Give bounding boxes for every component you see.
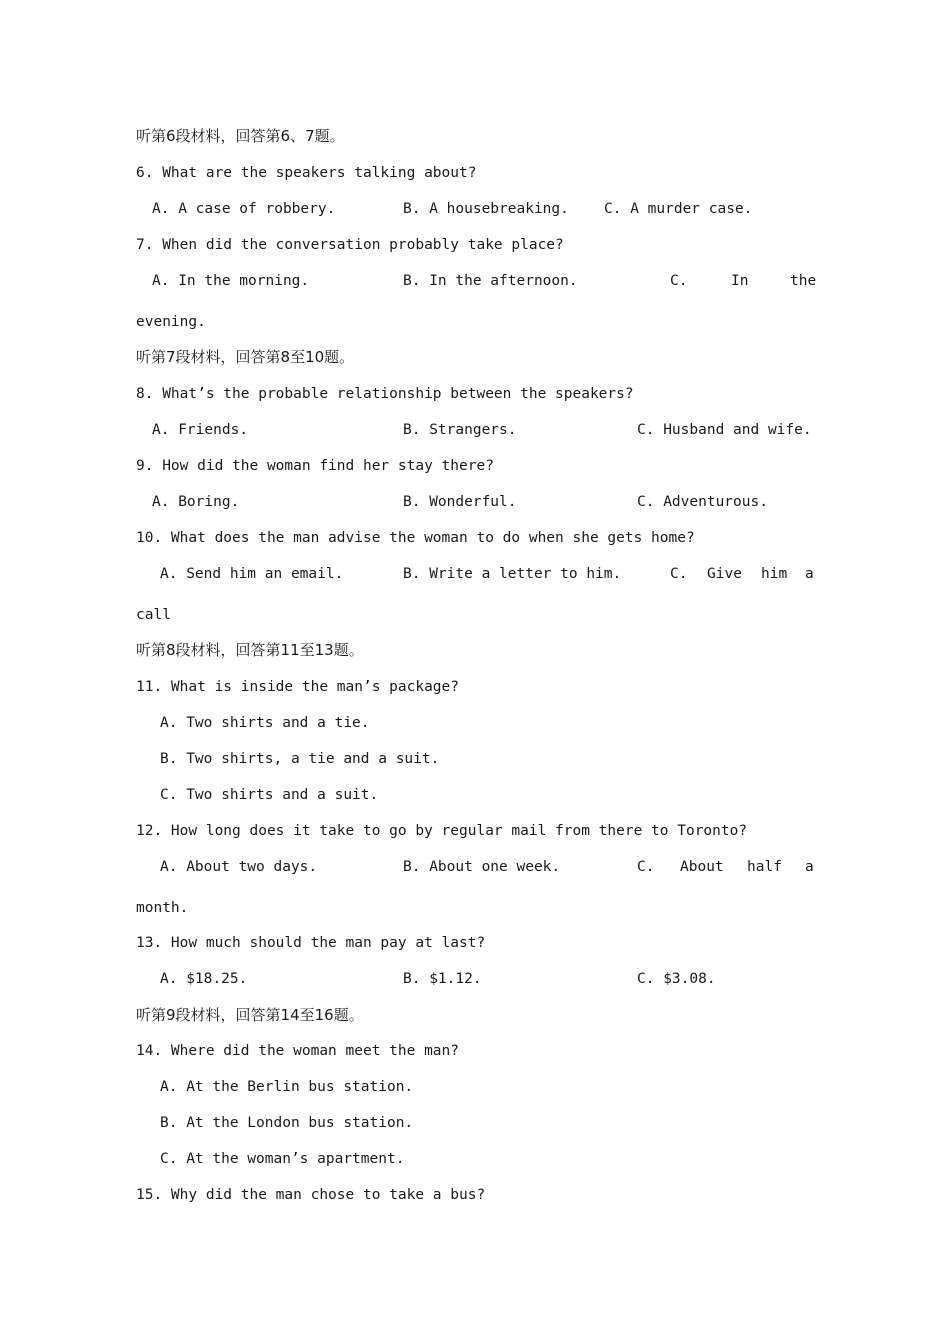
question-14: 14. Where did the woman meet the man? <box>136 1043 460 1059</box>
q12-option-c-word: half <box>747 859 782 875</box>
q9-option-c: C. Adventurous. <box>637 494 768 510</box>
q9-option-a: A. Boring. <box>152 494 240 510</box>
q6-option-c: C. A murder case. <box>604 201 753 217</box>
q14-option-b: B. At the London bus station. <box>160 1115 414 1131</box>
q13-option-a: A. $18.25. <box>160 971 248 987</box>
question-8: 8. What’s the probable relationship between the speakers? <box>136 386 634 402</box>
section-heading-9: 听第9段材料，回答第14至16题。 <box>136 1006 364 1024</box>
question-6: 6. What are the speakers talking about? <box>136 165 477 181</box>
section-heading-6: 听第6段材料，回答第6、7题。 <box>136 127 345 145</box>
q7-option-c-word: In <box>731 273 749 289</box>
q7-option-b: B. In the afternoon. <box>403 273 578 289</box>
q12-option-c-label: C. <box>637 859 655 875</box>
q11-option-c: C. Two shirts and a suit. <box>160 787 379 803</box>
q11-option-b: B. Two shirts, a tie and a suit. <box>160 751 440 767</box>
q14-option-c: C. At the woman’s apartment. <box>160 1151 405 1167</box>
question-10: 10. What does the man advise the woman to do when she gets home? <box>136 530 695 546</box>
question-11: 11. What is inside the man’s package? <box>136 679 460 695</box>
q6-option-a: A. A case of robbery. <box>152 201 336 217</box>
q10-option-c-word: him <box>761 566 788 582</box>
q7-option-a: A. In the morning. <box>152 273 310 289</box>
q8-option-c: C. Husband and wife. <box>637 422 812 438</box>
question-15: 15. Why did the man chose to take a bus? <box>136 1187 486 1203</box>
q7-option-c-label: C. <box>670 273 688 289</box>
question-7: 7. When did the conversation probably take place? <box>136 237 564 253</box>
q7-option-c-wrap: evening. <box>136 314 206 330</box>
q9-option-b: B. Wonderful. <box>403 494 517 510</box>
q12-option-c-word: a <box>805 859 814 875</box>
section-heading-7: 听第7段材料，回答第8至10题。 <box>136 348 355 366</box>
q13-option-c: C. $3.08. <box>637 971 716 987</box>
q12-option-c-wrap: month. <box>136 900 189 916</box>
q10-option-c-wrap: call <box>136 607 171 623</box>
question-12: 12. How long does it take to go by regular mail from there to Toronto? <box>136 823 748 839</box>
q10-option-c-word: Give <box>707 566 742 582</box>
section-heading-8: 听第8段材料，回答第11至13题。 <box>136 641 364 659</box>
q12-option-b: B. About one week. <box>403 859 561 875</box>
question-13: 13. How much should the man pay at last? <box>136 935 486 951</box>
q11-option-a: A. Two shirts and a tie. <box>160 715 370 731</box>
question-9: 9. How did the woman find her stay there? <box>136 458 494 474</box>
q8-option-b: B. Strangers. <box>403 422 517 438</box>
q14-option-a: A. At the Berlin bus station. <box>160 1079 414 1095</box>
q8-option-a: A. Friends. <box>152 422 249 438</box>
q10-option-b: B. Write a letter to him. <box>403 566 622 582</box>
q7-option-c-word: the <box>790 273 817 289</box>
q10-option-a: A. Send him an email. <box>160 566 344 582</box>
q13-option-b: B. $1.12. <box>403 971 482 987</box>
q6-option-b: B. A housebreaking. <box>403 201 569 217</box>
q10-option-c-word: a <box>805 566 814 582</box>
q10-option-c-label: C. <box>670 566 688 582</box>
q12-option-a: A. About two days. <box>160 859 318 875</box>
q12-option-c-word: About <box>680 859 724 875</box>
